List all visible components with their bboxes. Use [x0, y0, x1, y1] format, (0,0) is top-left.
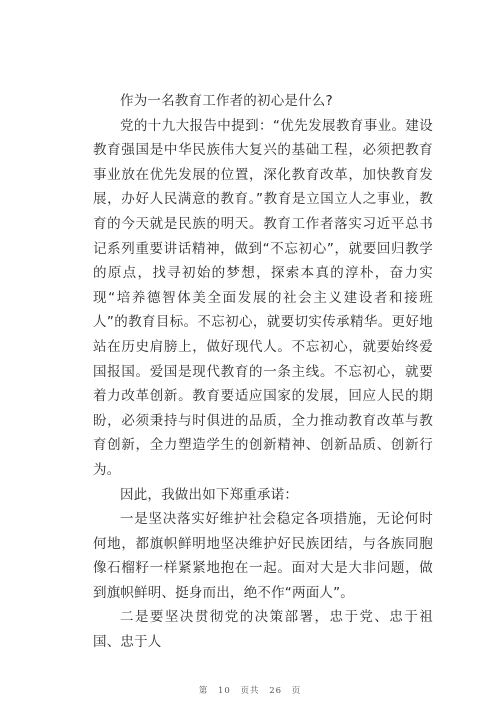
footer-prefix: 第	[198, 686, 209, 696]
footer-suffix: 页	[291, 686, 302, 696]
footer-current-page: 10	[217, 686, 231, 696]
document-heading: 作为一名教育工作者的初心是什么?	[120, 93, 333, 109]
paragraph-1: 党的十九大报告中提到：“优先发展教育事业。建设教育强国是中华民族伟大复兴的基础工程，必须把教育事业放在优先发展的位置，深化教育改革，加快教育发展，办好人民满意的教育。”教育是立国立人之事业，教育的今天就是民族的明天。教育工作者落实习近平总书记系列重要讲话精神，做到“不忘初心”，就要回归教学的原点，找寻初始的梦想，探索本真的淳朴，奋力实现“培养德智体美全面发展的社会主义建设者和接班人”的教育目标。不忘初心，就要切实传承精华。更好地站在历史肩膀上，做好现代人。不忘初心，就要始终爱国报国。爱国是现代教育的一条主线。不忘初心，就要着力改革创新。教育要适应国家的发展，回应人民的期盼，必须秉持与时俱进的品质，全力推动教育改革与教育创新，全力塑造学生的创新精神、创新品质、创新行为。	[93, 117, 433, 478]
footer-total-pages: 26	[269, 686, 283, 696]
document-body	[93, 89, 433, 655]
footer-middle: 页共	[240, 686, 260, 696]
paragraph-3: 一是坚决落实好维护社会稳定各项措施，无论何时何地，都旗帜鲜明地坚决维护好民族团结，与各族同胞像石榴籽一样紧紧地抱在一起。面对大是大非问题，做到旗帜鲜明、挺身而出，绝不作“两面人”。	[93, 511, 433, 601]
page-footer	[0, 684, 500, 696]
paragraph-4: 二是要坚决贯彻党的决策部署，忠于党、忠于祖国、忠于人	[93, 609, 433, 651]
paragraph-2: 因此，我做出如下郑重承诺：	[120, 486, 299, 503]
